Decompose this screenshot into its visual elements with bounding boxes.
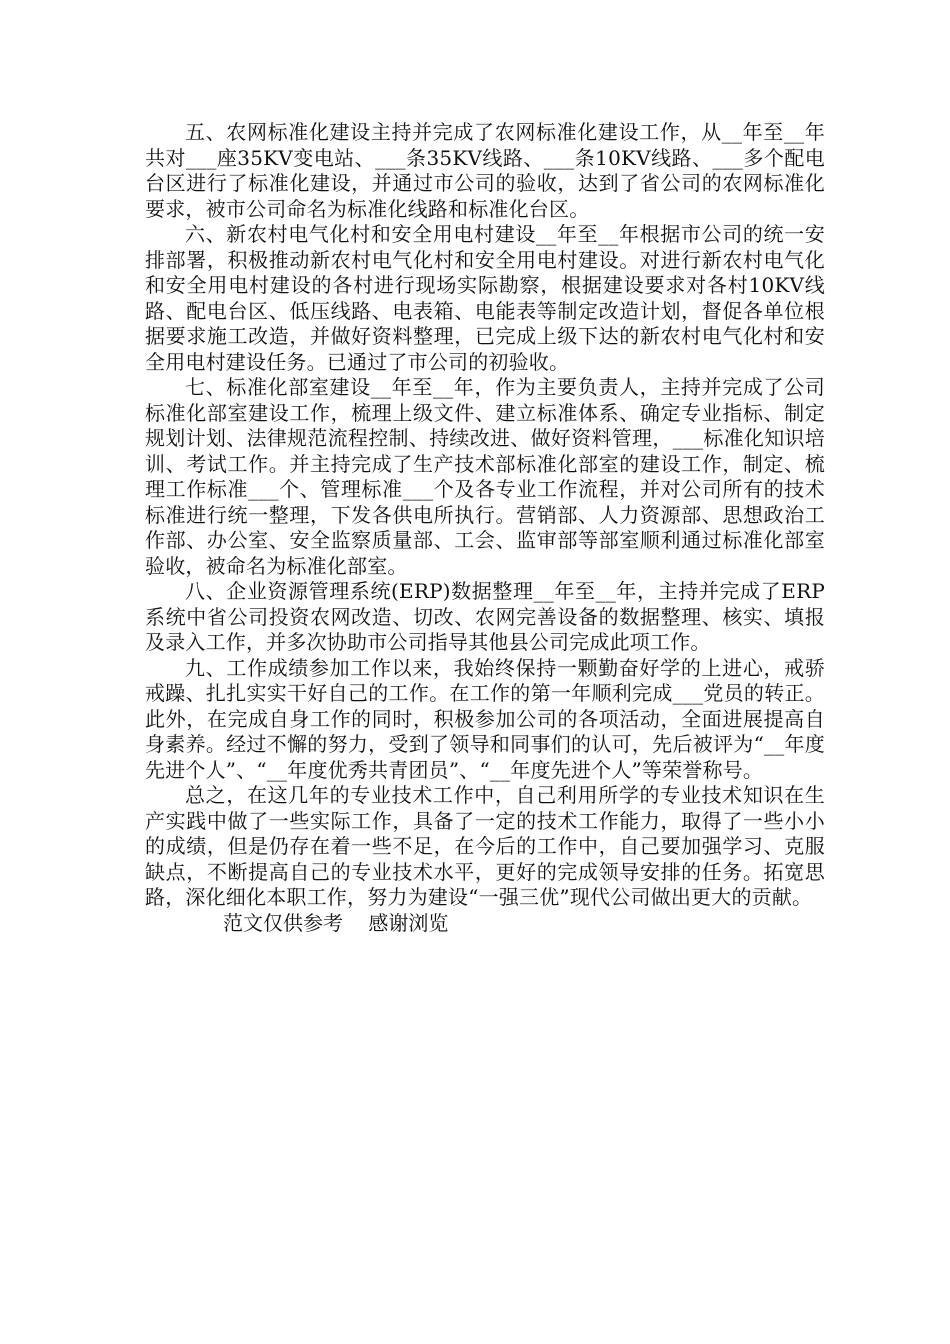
document-body bbox=[145, 120, 825, 936]
paragraph-9-work-achievements: 九、工作成绩参加工作以来，我始终保持一颗勤奋好学的上进心，戒骄戒躁、扎扎实实干好自己的工作。在工作的第一年顺利完成___党员的转正。此外，在完成自身工作的同时，积极参加公司的各项活动，全面进展提高自身素养。经过不懈的努力，受到了领导和同事们的认可，先后被评为“__年度先进个人”、“__年度优秀共青团员”、“__年度先进个人”等荣誉称号。 bbox=[145, 655, 825, 782]
paragraph-5-rural-grid-standardization: 五、农网标准化建设主持并完成了农网标准化建设工作，从__年至__年共对___座35KV变电站、___条35KV线路、___条10KV线路、___多个配电台区进行了标准化建设，并通过市公司的验收，达到了省公司的农网标准化要求，被市公司命名为标准化线路和标准化台区。 bbox=[145, 120, 825, 221]
paragraph-7-standardized-department: 七、标准化部室建设__年至__年，作为主要负责人，主持并完成了公司标准化部室建设工作，梳理上级文件、建立标准体系、确定专业指标、制定规划计划、法律规范流程控制、持续改进、做好资料管理，___标准化知识培训、考试工作。并主持完成了生产技术部标准化部室的建设工作，制定、梳理工作标准___个、管理标准___个及各专业工作流程，并对公司所有的技术标准进行统一整理，下发各供电所执行。营销部、人力资源部、思想政治工作部、办公室、安全监察质量部、工会、监审部等部室顺利通过标准化部室验收，被命名为标准化部室。 bbox=[145, 375, 825, 578]
paragraph-8-erp-data: 八、企业资源管理系统(ERP)数据整理__年至__年，主持并完成了ERP系统中省公司投资农网改造、切改、农网完善设备的数据整理、核实、填报及录入工作，并多次协助市公司指导其他县公司完成此项工作。 bbox=[145, 579, 825, 654]
footer-note: 范文仅供参考 感谢浏览 bbox=[223, 910, 449, 935]
paragraph-6-new-rural-electrification: 六、新农村电气化村和安全用电村建设__年至__年根据市公司的统一安排部署，积极推动新农村电气化村和安全用电村建设。对进行新农村电气化和安全用电村建设的各村进行现场实际勘察，根据建设要求对各村10KV线路、配电台区、低压线路、电表箱、电能表等制定改造计划，督促各单位根据要求施工改造，并做好资料整理，已完成上级下达的新农村电气化村和安全用电村建设任务。已通过了市公司的初验收。 bbox=[145, 222, 825, 374]
paragraph-summary: 总之，在这几年的专业技术工作中，自己利用所学的专业技术知识在生产实践中做了一些实际工作，具备了一定的技术工作能力，取得了一些小小的成绩，但是仍存在着一些不足，在今后的工作中，自己要加强学习、克服缺点，不断提高自己的专业技术水平，更好的完成领导安排的任务。拓宽思路，深化细化本职工作，努力为建设“一强三优”现代公司做出更大的贡献。 bbox=[145, 783, 825, 909]
